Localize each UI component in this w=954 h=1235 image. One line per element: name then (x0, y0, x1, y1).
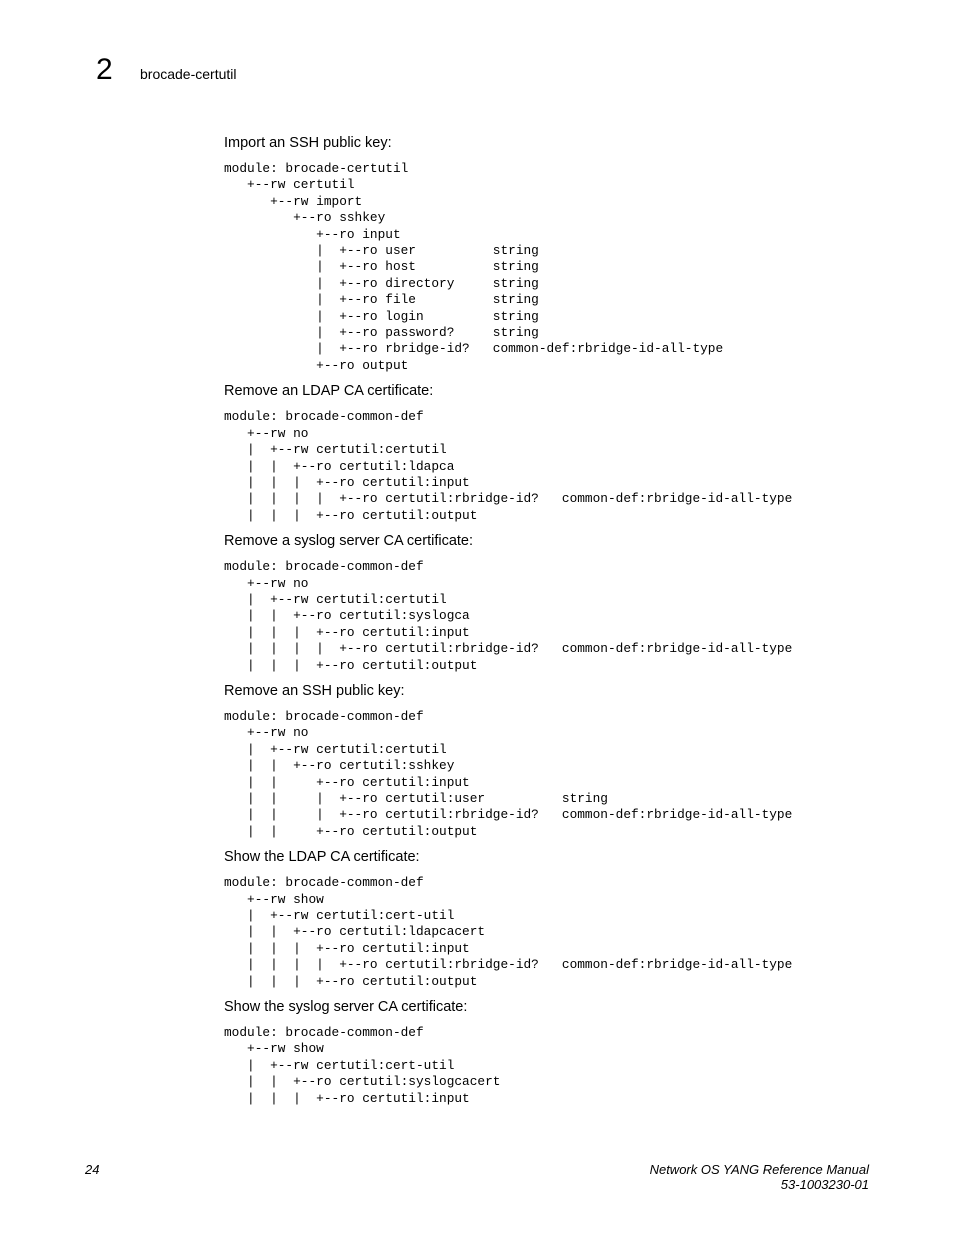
doc-number: 53-1003230-01 (780, 1177, 869, 1192)
yang-tree-code: module: brocade-common-def +--rw no | +--rw certutil:certutil | | +--ro certutil:syslogca | | | +--ro certutil:input | | | | +--ro certutil:rbridge-id? common-def:rbridge-id-all-type | | | +--ro certutil:output (224, 559, 793, 673)
footer-manual-info (650, 1162, 869, 1192)
section-heading: Remove a syslog server CA certificate: (224, 533, 474, 550)
yang-tree-code: module: brocade-common-def +--rw no | +--rw certutil:certutil | | +--ro certutil:ldapca | | | +--ro certutil:input | | | | +--ro certutil:rbridge-id? common-def:rbridge-id-all-type | | | +--ro certutil:output (224, 409, 793, 523)
section-heading: Remove an SSH public key: (224, 682, 405, 699)
section-import-sshkey (224, 134, 904, 374)
section-show-ldapcacert (224, 848, 904, 990)
section-show-syslogcacert (224, 998, 904, 1107)
section-heading: Show the syslog server CA certificate: (224, 999, 468, 1016)
yang-tree-code: module: brocade-common-def +--rw no | +--rw certutil:certutil | | +--ro certutil:sshkey | | +--ro certutil:input | | | +--ro certutil:user string | | | +--ro certutil:rbridge-id? common-def:rbridge-id-all-type | | +--ro certutil:output (224, 708, 793, 839)
section-heading: Import an SSH public key: (224, 135, 392, 151)
yang-tree-code: module: brocade-common-def +--rw show | +--rw certutil:cert-util | | +--ro certutil:ldapcacert | | | +--ro certutil:input | | | | +--ro certutil:rbridge-id? common-def:rbridge-id-all-type | | | +--ro certutil:output (224, 875, 793, 989)
page-content (224, 134, 904, 1115)
manual-title: Network OS YANG Reference Manual (649, 1162, 869, 1177)
chapter-number: 2 (96, 53, 113, 86)
section-heading: Show the LDAP CA certificate: (224, 849, 420, 866)
section-heading: Remove an LDAP CA certificate: (224, 383, 434, 400)
section-remove-sshkey (224, 682, 904, 840)
page-number: 24 (85, 1162, 100, 1177)
yang-tree-code: module: brocade-common-def +--rw show | +--rw certutil:cert-util | | +--ro certutil:syslogcacert | | | +--ro certutil:input (224, 1025, 501, 1106)
section-remove-syslogca (224, 532, 904, 674)
chapter-title: brocade-certutil (140, 66, 237, 82)
section-remove-ldapca (224, 382, 904, 524)
yang-tree-code: module: brocade-certutil +--rw certutil +--rw import +--ro sshkey +--ro input | +--ro user string | +--ro host string | +--ro directory string | +--ro file string | +--ro login string | +--ro password? string | +--ro rbridge-id? common-def:rbridge-id-all-type +--ro output (224, 161, 724, 373)
